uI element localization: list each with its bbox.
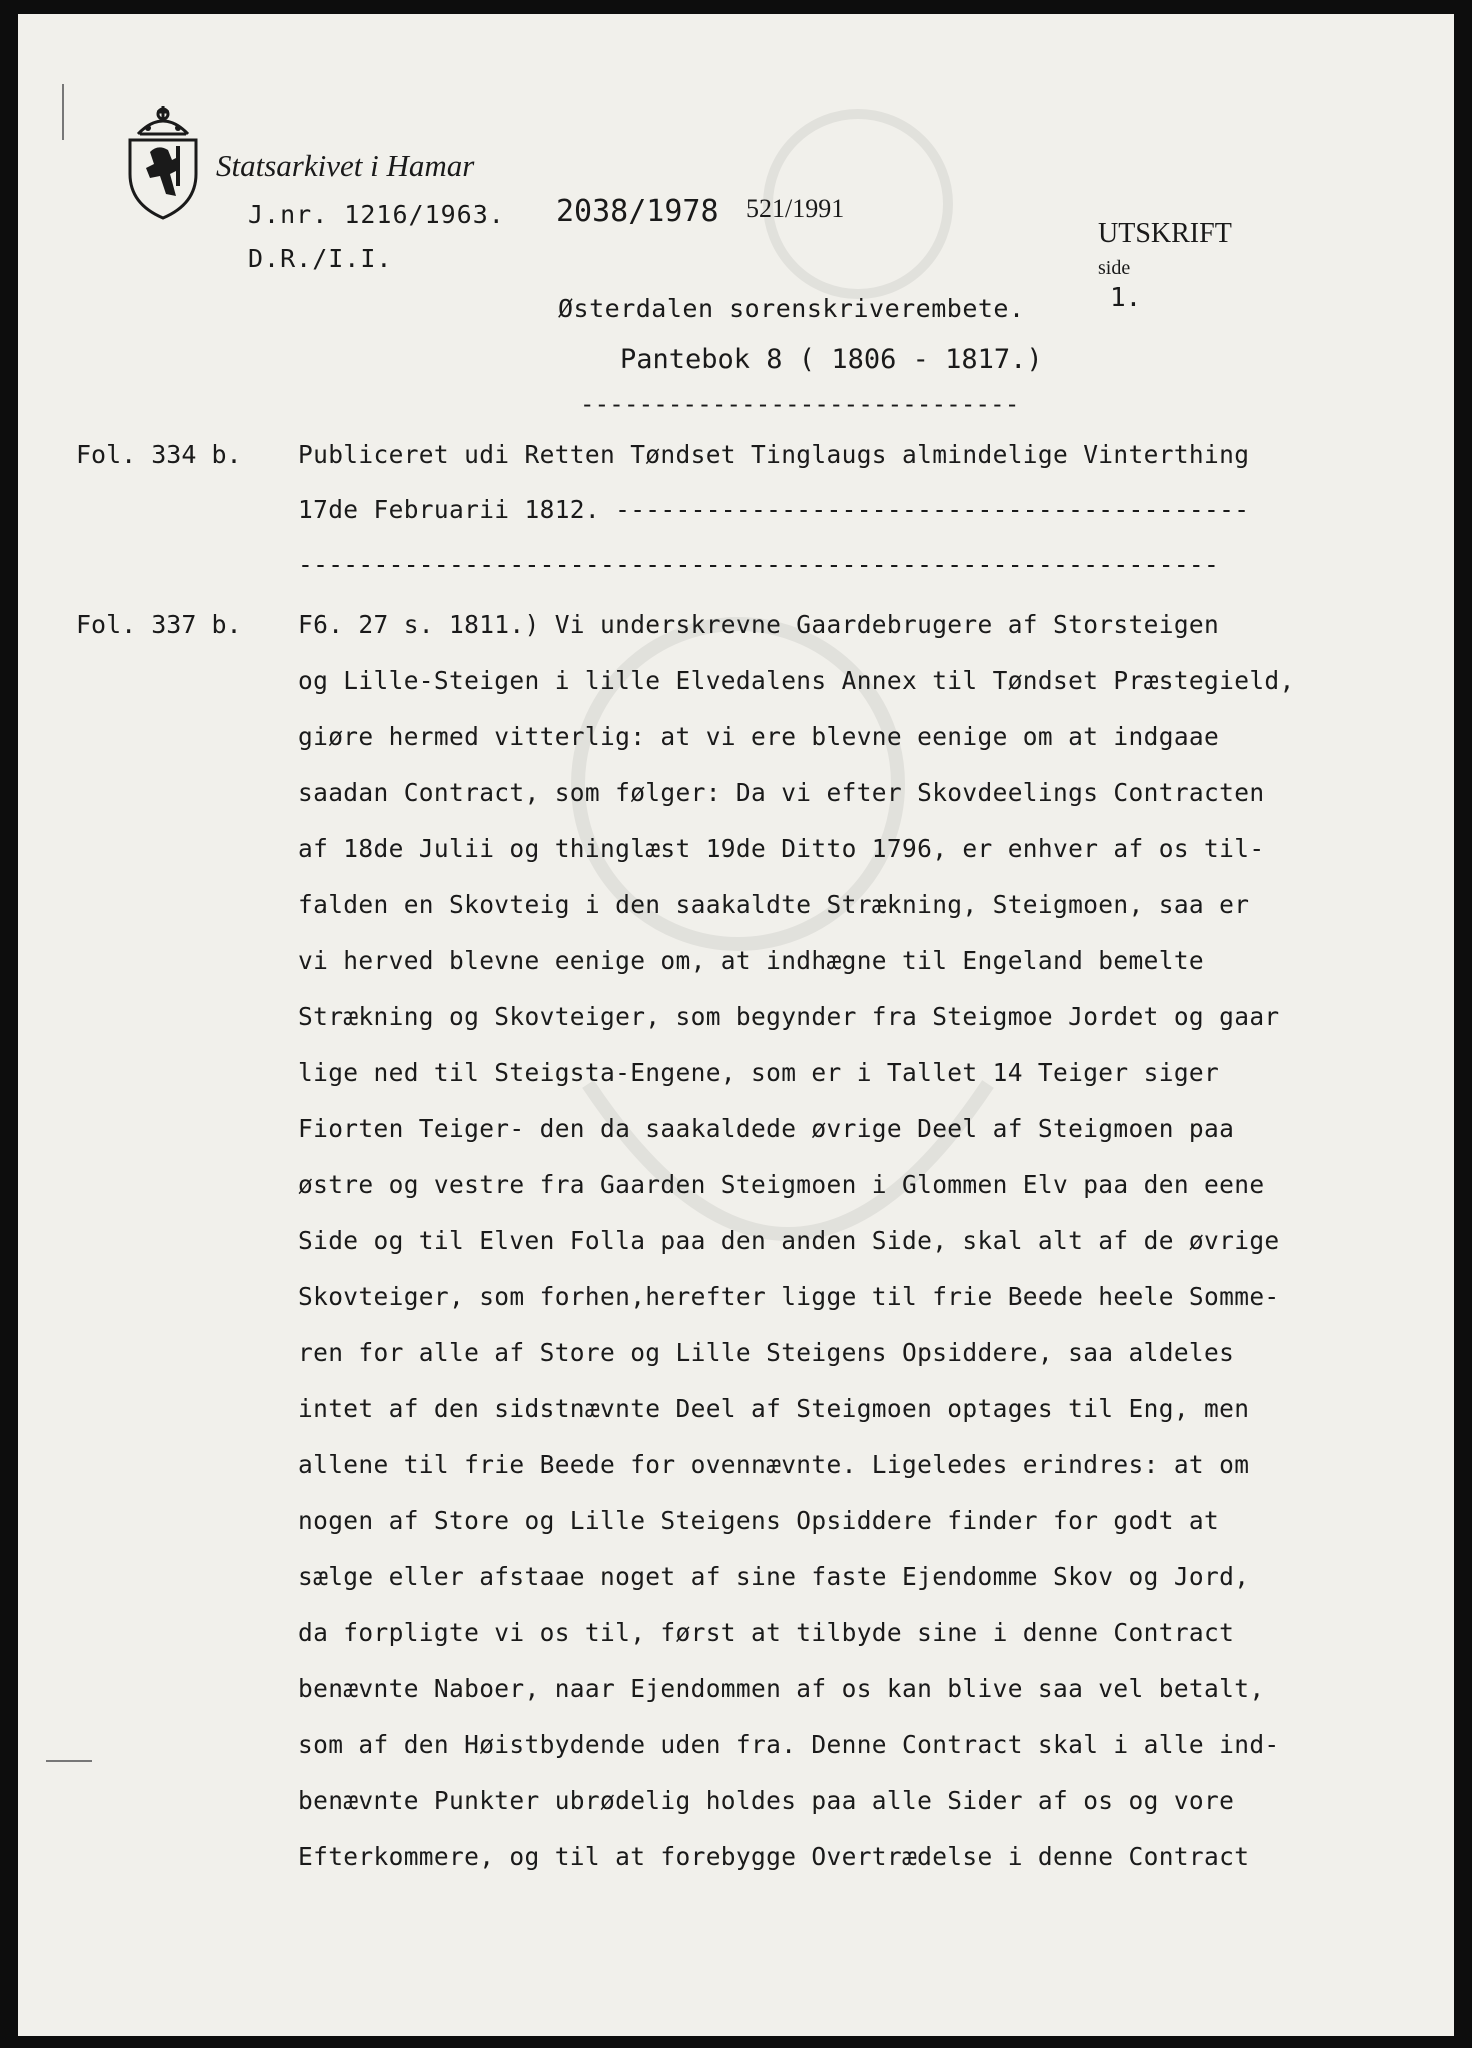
text-line: nogen af Store og Lille Steigens Opsiddere finder for godt at [298, 1506, 1220, 1535]
folio-label: Fol. 334 b. [76, 440, 242, 469]
text-line: som af den Høistbydende uden fra. Denne Contract skal i alle ind- [298, 1730, 1280, 1759]
text-line: lige ned til Steigsta-Engene, som er i Tallet 14 Teiger siger [298, 1058, 1220, 1087]
norwegian-coat-of-arms-icon [120, 104, 206, 222]
side-label: side [1098, 257, 1131, 279]
text-line: saadan Contract, som følger: Da vi efter Skovdeelings Contracten [298, 778, 1265, 807]
protocol-title: Pantebok 8 ( 1806 - 1817.) [620, 344, 1043, 375]
transcript-page-label [1070, 186, 1232, 346]
text-line: F6. 27 s. 1811.) Vi underskrevne Gaardebrugere af Storsteigen [298, 610, 1220, 639]
transcript-label: UTSKRIFT [1098, 218, 1232, 249]
archive-name: Statsarkivet i Hamar [216, 148, 475, 183]
document-page [18, 14, 1454, 2036]
text-line: benævnte Naboer, naar Ejendommen af os kan blive saa vel betalt, [298, 1674, 1265, 1703]
text-line: Efterkommere, og til at forebygge Overtrædelse i denne Contract [298, 1842, 1250, 1871]
text-line: østre og vestre fra Gaarden Steigmoen i Glommen Elv paa den eene [298, 1170, 1265, 1199]
text-line: da forpligte vi os til, først at tilbyde sine i denne Contract [298, 1618, 1235, 1647]
reference-number-1991: 521/1991 [746, 194, 845, 223]
text-line: falden en Skovteig i den saakaldte Strækning, Steigmoen, saa er [298, 890, 1250, 919]
folio-label: Fol. 337 b. [76, 610, 242, 639]
text-line: Fiorten Teiger- den da saakaldede øvrige Deel af Steigmoen paa [298, 1114, 1235, 1143]
text-line: Skovteiger, som forhen,herefter ligge til frie Beede heele Somme- [298, 1282, 1280, 1311]
text-line: 17de Februarii 1812. ------------------------------------------ [298, 495, 1250, 524]
text-line: og Lille-Steigen i lille Elvedalens Annex til Tøndset Præstegield, [298, 666, 1295, 695]
text-line: allene til frie Beede for ovennævnte. Ligeledes erindres: at om [298, 1450, 1250, 1479]
text-line: ------------------------------------------------------------- [298, 550, 1220, 579]
margin-tick-bottom [46, 1760, 92, 1762]
text-line: Side og til Elven Folla paa den anden Side, skal alt af de øvrige [298, 1226, 1280, 1255]
text-line: giøre hermed vitterlig: at vi ere blevne eenige om at indgaae [298, 722, 1220, 751]
office-title: Østerdalen sorenskriverembete. [558, 294, 1025, 323]
text-line: benævnte Punkter ubrødelig holdes paa alle Sider af os og vore [298, 1786, 1235, 1815]
text-line: Strækning og Skovteiger, som begynder fra Steigmoe Jordet og gaar [298, 1002, 1280, 1031]
text-line: af 18de Julii og thinglæst 19de Ditto 1796, er enhver af os til- [298, 834, 1265, 863]
page-number: 1. [1110, 283, 1142, 313]
margin-tick-top [62, 84, 64, 140]
reference-number-1978: 2038/1978 [556, 194, 719, 229]
text-line: sælge eller afstaae noget af sine faste Ejendomme Skov og Jord, [298, 1562, 1250, 1591]
text-line: ren for alle af Store og Lille Steigens Opsiddere, saa aldeles [298, 1338, 1235, 1367]
initials: D.R./I.I. [248, 244, 393, 273]
text-line: intet af den sidstnævnte Deel af Steigmoen optages til Eng, men [298, 1394, 1250, 1423]
text-line: Publiceret udi Retten Tøndset Tinglaugs almindelige Vinterthing [298, 440, 1250, 469]
journal-number: J.nr. 1216/1963. [248, 200, 505, 229]
text-line: vi herved blevne eenige om, at indhægne til Engeland bemelte [298, 946, 1205, 975]
title-separator: ------------------------------ [580, 390, 1020, 418]
